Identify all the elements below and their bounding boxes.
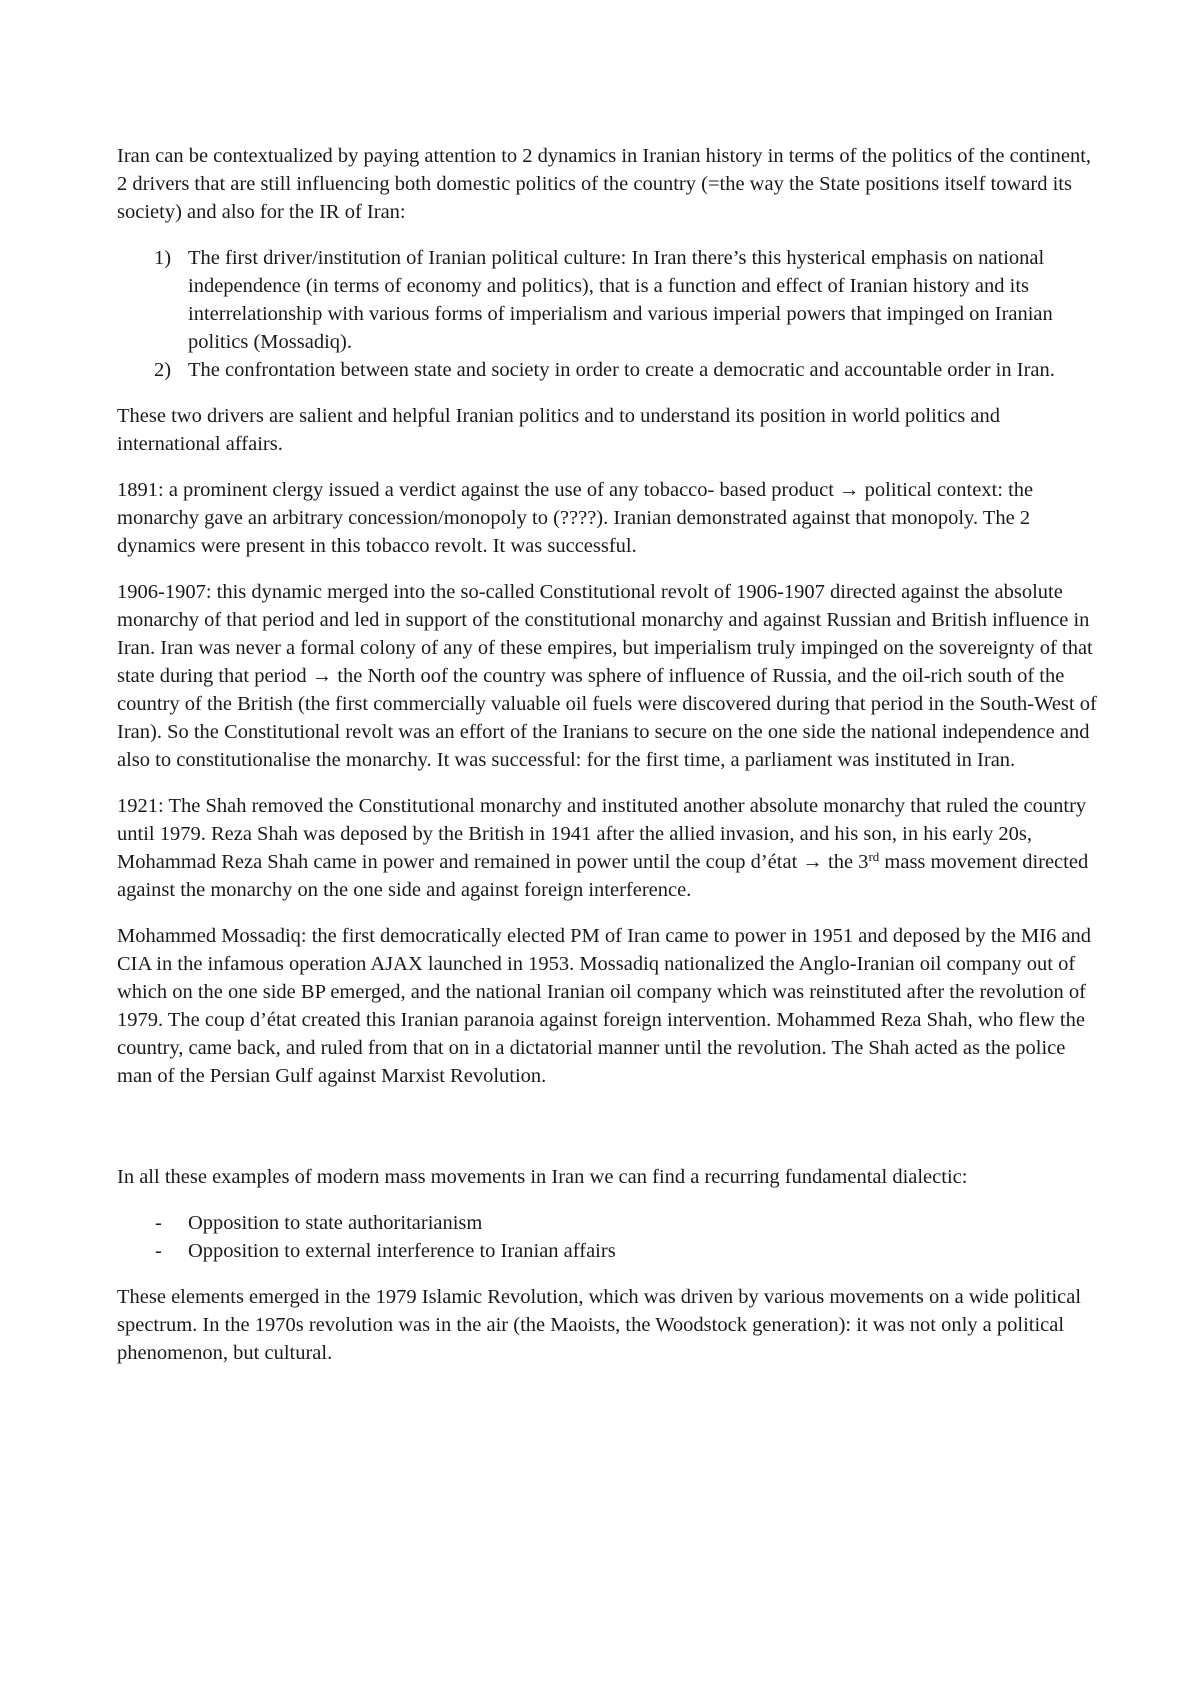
list-item-text: Opposition to external interference to Iranian affairs [188, 1240, 616, 1262]
list-item [117, 1209, 1102, 1237]
list-item-text: Opposition to state authoritarianism [188, 1212, 483, 1234]
paragraph-1921 [117, 792, 1102, 904]
paragraph-1891: 1891: a prominent clergy issued a verdict against the use of any tobacco- based product → political context: the monarchy gave an arbitrary concession/monopoly to (????). Iranian demonstrated against that monopoly. The 2 dynamics were present in this tobacco revolt. It was successful. [117, 479, 1034, 557]
list-number: 2) [154, 359, 172, 381]
list-item-text: The first driver/institution of Iranian political culture: In Iran there’s this hysterical emphasis on national independence (in terms of economy and politics), that is a function and effect of Iranian history and its interrelationship with various forms of imperialism and various imperial powers that impinged on Iranian politics (Mossadiq). [188, 247, 1053, 353]
paragraph-1921-text: 1921: The Shah removed the Constitutional monarchy and instituted another absolute monarchy that ruled the country until 1979. Reza Shah was deposed by the British in 1941 after the allied invasion, and his son, in his early 20s, Mohammad Reza Shah came in power and remained in power until the coup d’état → the 3 [117, 795, 1087, 873]
ordinal-superscript: rd [868, 849, 880, 864]
paragraph-mossadiq: Mohammed Mossadiq: the first democratically elected PM of Iran came to power in 1951 and deposed by the MI6 and CIA in the infamous operation AJAX launched in 1953. Mossadiq nationalized the Anglo-Iranian oil company out of which on the one side BP emerged, and the national Iranian oil company which was reinstituted after the revolution of 1979. The coup d’état created this Iranian paranoia against foreign intervention. Mohammed Reza Shah, who flew the country, came back, and ruled from that on in a dictatorial manner until the revolution. The Shah acted as the police man of the Persian Gulf against Marxist Revolution. [117, 925, 1092, 1087]
document-body [117, 142, 1102, 1385]
list-item [117, 244, 1102, 356]
paragraph-revolution: These elements emerged in the 1979 Islamic Revolution, which was driven by various movements on a wide political spectrum. In the 1970s revolution was in the air (the Maoists, the Woodstock generation): it was not only a political phenomenon, but cultural. [117, 1286, 1082, 1364]
blank-line [117, 1108, 1102, 1163]
drivers-list [117, 244, 1102, 384]
list-item [117, 1237, 1102, 1265]
list-item [117, 356, 1102, 384]
intro-paragraph: Iran can be contextualized by paying attention to 2 dynamics in Iranian history in terms of the politics of the continent, 2 drivers that are still influencing both domestic politics of the country (=the way the State positions itself toward its society) and also for the IR of Iran: [117, 145, 1092, 223]
paragraph-1906: 1906-1907: this dynamic merged into the so-called Constitutional revolt of 1906-1907 directed against the absolute monarchy of that period and led in support of the constitutional monarchy and against Russian and British influence in Iran. Iran was never a formal colony of any of these empires, but imperialism truly impinged on the sovereignty of that state during that period → the North oof the country was sphere of influence of Russia, and the oil-rich south of the country of the British (the first commercially valuable oil fuels were discovered during that period in the South-West of Iran). So the Constitutional revolt was an effort of the Iranians to secure on the one side the national independence and also to constitutionalise the monarchy. It was successful: for the first time, a parliament was instituted in Iran. [117, 581, 1097, 771]
paragraph-1921-text-end: mass movement directed against the monarchy on the one side and against foreign interference. [117, 851, 1089, 901]
dash-bullet: - [155, 1240, 162, 1262]
dialectic-intro-paragraph: In all these examples of modern mass movements in Iran we can find a recurring fundamental dialectic: [117, 1166, 968, 1188]
dialectic-list [117, 1209, 1102, 1265]
dash-bullet: - [155, 1212, 162, 1234]
drivers-summary-paragraph: These two drivers are salient and helpful Iranian politics and to understand its position in world politics and international affairs. [117, 405, 1001, 455]
list-item-text: The confrontation between state and society in order to create a democratic and accountable order in Iran. [188, 359, 1055, 381]
list-number: 1) [154, 247, 172, 269]
